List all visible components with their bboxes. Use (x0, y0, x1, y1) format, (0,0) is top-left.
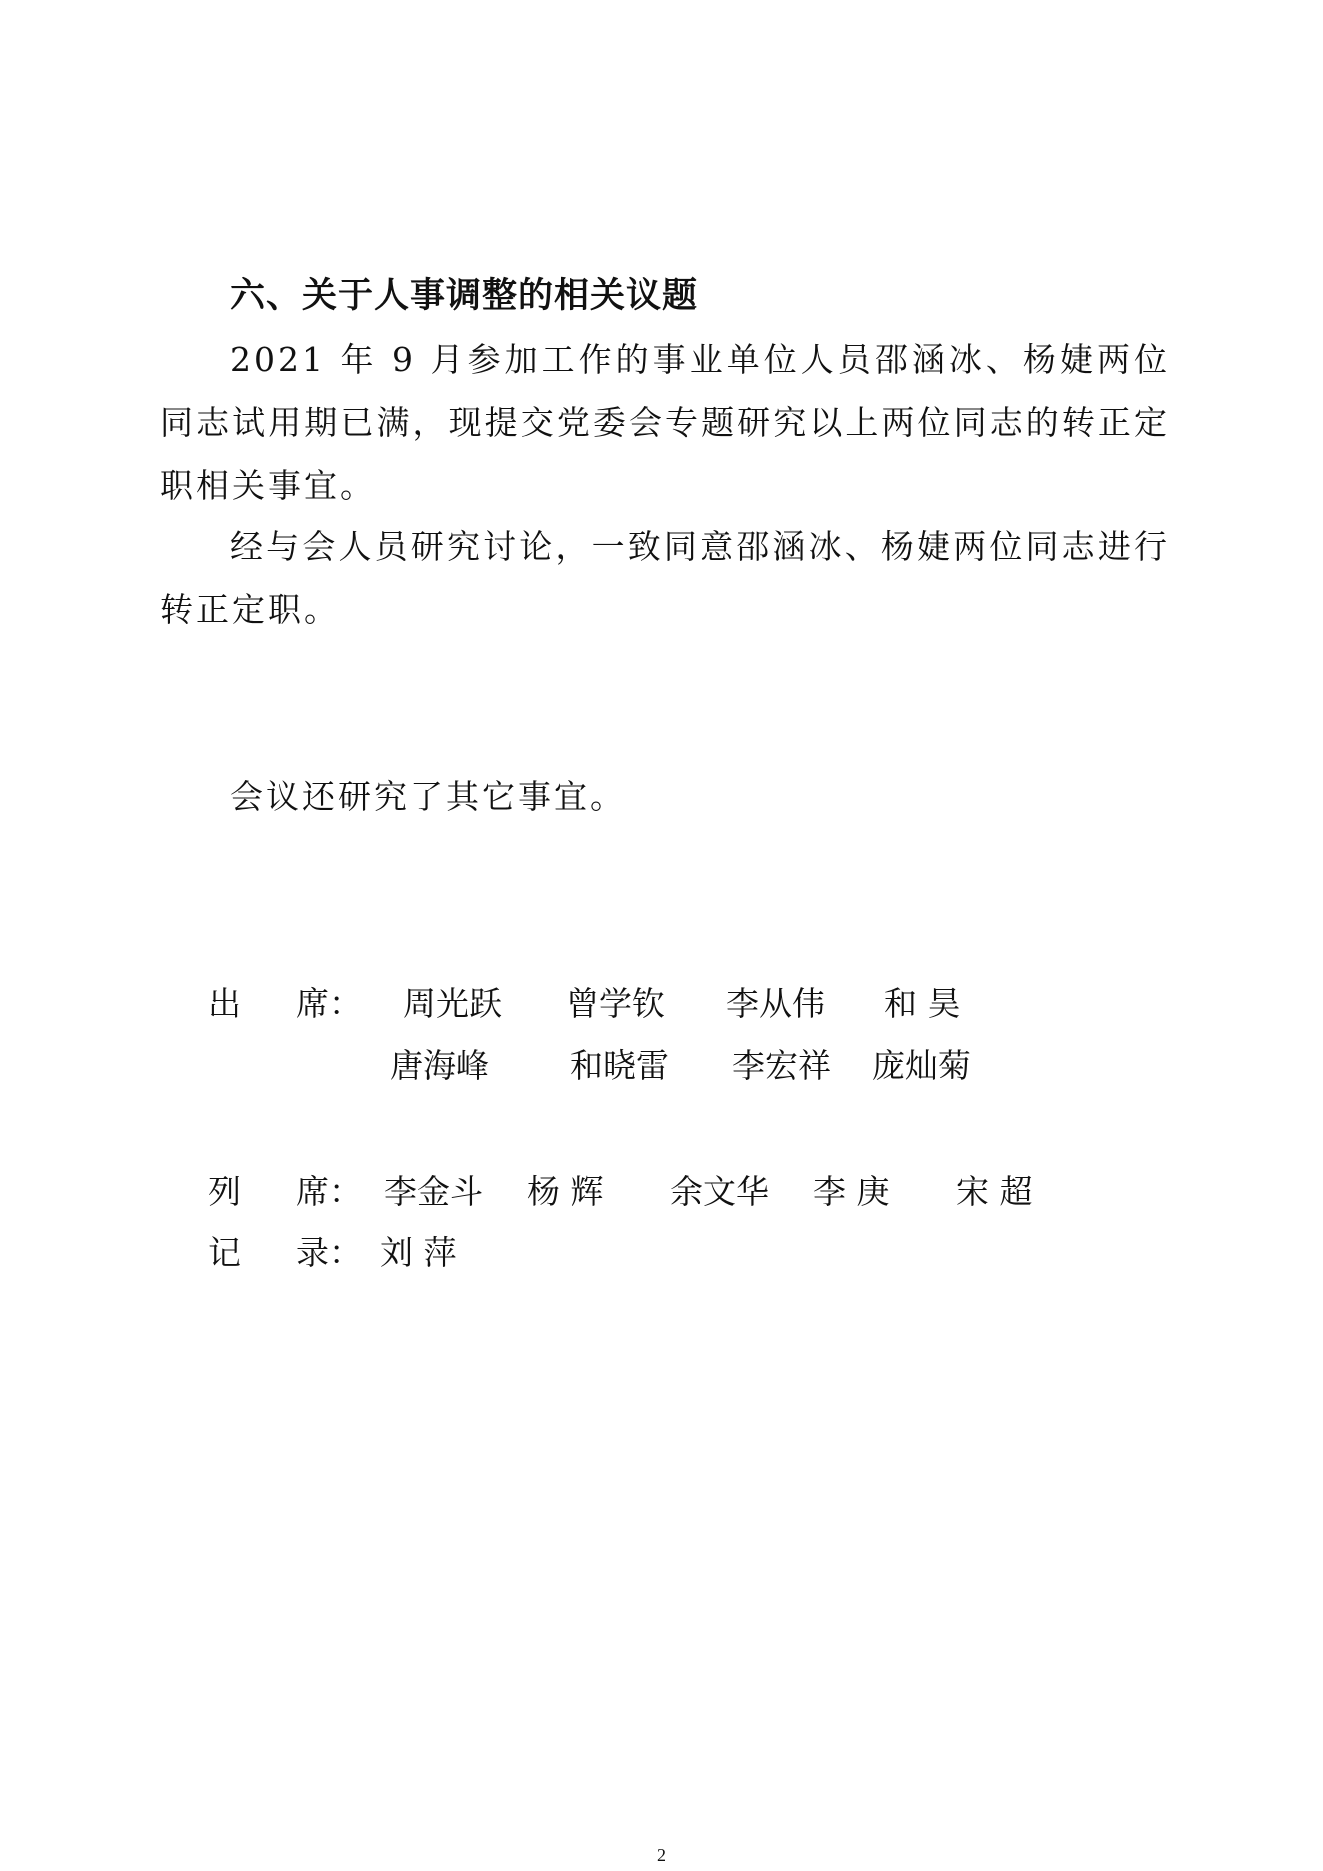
section-heading: 六、关于人事调整的相关议题 (230, 276, 699, 316)
present-row-1 (0, 978, 1323, 1023)
observers-label-char1: 列 (208, 1172, 241, 1211)
recorder-label-char1: 记 (208, 1233, 241, 1272)
observers-row (0, 1166, 1323, 1211)
observer-name: 余文华 (670, 1172, 769, 1211)
present-name: 唐海峰 (390, 1046, 489, 1085)
present-name: 曾学钦 (566, 984, 665, 1023)
present-label-char2: 席： (296, 984, 362, 1023)
recorder-name: 刘 萍 (380, 1233, 457, 1272)
observer-name: 李金斗 (384, 1172, 483, 1211)
paragraph-decision: 经与会人员研究讨论，一致同意邵涵冰、杨婕两位同志进行转正定职。 (160, 527, 1170, 629)
present-row-2 (0, 1040, 1323, 1085)
observer-name: 宋 超 (956, 1172, 1033, 1211)
observer-name: 杨 辉 (527, 1172, 604, 1211)
present-name: 周光跃 (403, 984, 502, 1023)
observer-name: 李 庚 (813, 1172, 890, 1211)
paragraph-other-matters: 会议还研究了其它事宜。 (230, 777, 626, 816)
present-name: 和晓雷 (570, 1046, 669, 1085)
recorder-label-char2: 录： (296, 1233, 362, 1272)
present-name: 李从伟 (726, 984, 825, 1023)
present-label-char1: 出 (208, 984, 241, 1023)
recorder-row (0, 1227, 1323, 1272)
page-number: 2 (657, 1845, 666, 1865)
present-name: 李宏祥 (732, 1046, 831, 1085)
present-name: 和 昊 (884, 984, 961, 1023)
observers-label-char2: 席： (296, 1172, 362, 1211)
paragraph-probation: 2021 年 9 月参加工作的事业单位人员邵涵冰、杨婕两位同志试用期已满，现提交党委会专题研究以上两位同志的转正定职相关事宜。 (160, 340, 1170, 505)
present-name: 庞灿菊 (872, 1046, 971, 1085)
